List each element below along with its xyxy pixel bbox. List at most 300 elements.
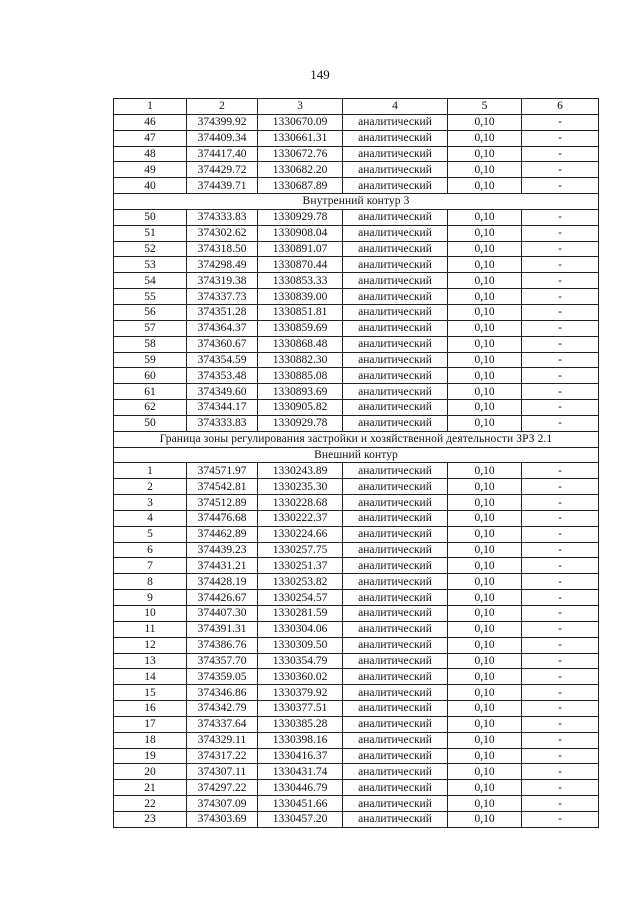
point-number-cell: 22 xyxy=(114,796,187,812)
x-coordinate-cell: 374571.97 xyxy=(187,463,258,479)
table-row xyxy=(114,162,599,178)
accuracy-cell: 0,10 xyxy=(448,225,522,241)
point-number-cell: 16 xyxy=(114,701,187,717)
table-row xyxy=(114,130,599,146)
description-cell: - xyxy=(522,653,599,669)
x-coordinate-cell: 374319.38 xyxy=(187,273,258,289)
accuracy-cell: 0,10 xyxy=(448,669,522,685)
y-coordinate-cell: 1330309.50 xyxy=(258,637,343,653)
x-coordinate-cell: 374429.72 xyxy=(187,162,258,178)
y-coordinate-cell: 1330868.48 xyxy=(258,336,343,352)
point-number-cell: 23 xyxy=(114,811,187,827)
x-coordinate-cell: 374351.28 xyxy=(187,304,258,320)
x-coordinate-cell: 374333.83 xyxy=(187,415,258,431)
y-coordinate-cell: 1330670.09 xyxy=(258,114,343,130)
description-cell: - xyxy=(522,479,599,495)
table-row xyxy=(114,384,599,400)
y-coordinate-cell: 1330446.79 xyxy=(258,780,343,796)
description-cell: - xyxy=(522,304,599,320)
y-coordinate-cell: 1330882.30 xyxy=(258,352,343,368)
description-cell: - xyxy=(522,320,599,336)
accuracy-cell: 0,10 xyxy=(448,542,522,558)
table-row xyxy=(114,637,599,653)
y-coordinate-cell: 1330379.92 xyxy=(258,685,343,701)
accuracy-cell: 0,10 xyxy=(448,352,522,368)
method-cell: аналитический xyxy=(343,780,448,796)
point-number-cell: 50 xyxy=(114,415,187,431)
x-coordinate-cell: 374344.17 xyxy=(187,400,258,416)
accuracy-cell: 0,10 xyxy=(448,716,522,732)
coordinates-table xyxy=(113,98,599,828)
method-cell: аналитический xyxy=(343,748,448,764)
method-cell: аналитический xyxy=(343,162,448,178)
y-coordinate-cell: 1330661.31 xyxy=(258,130,343,146)
description-cell: - xyxy=(522,209,599,225)
point-number-cell: 62 xyxy=(114,400,187,416)
table-row xyxy=(114,304,599,320)
method-cell: аналитический xyxy=(343,225,448,241)
description-cell: - xyxy=(522,621,599,637)
table-row xyxy=(114,701,599,717)
table-row xyxy=(114,495,599,511)
description-cell: - xyxy=(522,495,599,511)
x-coordinate-cell: 374512.89 xyxy=(187,495,258,511)
section-row xyxy=(114,447,599,463)
section-title: Внешний контур xyxy=(114,447,599,463)
table-row xyxy=(114,716,599,732)
method-cell: аналитический xyxy=(343,352,448,368)
accuracy-cell: 0,10 xyxy=(448,257,522,273)
point-number-cell: 47 xyxy=(114,130,187,146)
description-cell: - xyxy=(522,716,599,732)
y-coordinate-cell: 1330905.82 xyxy=(258,400,343,416)
point-number-cell: 48 xyxy=(114,146,187,162)
method-cell: аналитический xyxy=(343,637,448,653)
method-cell: аналитический xyxy=(343,400,448,416)
description-cell: - xyxy=(522,273,599,289)
y-coordinate-cell: 1330929.78 xyxy=(258,209,343,225)
method-cell: аналитический xyxy=(343,479,448,495)
section-title: Внутренний контур 3 xyxy=(114,194,599,210)
point-number-cell: 5 xyxy=(114,526,187,542)
table-header-row xyxy=(114,99,599,115)
point-number-cell: 13 xyxy=(114,653,187,669)
accuracy-cell: 0,10 xyxy=(448,732,522,748)
x-coordinate-cell: 374329.11 xyxy=(187,732,258,748)
table-row xyxy=(114,574,599,590)
description-cell: - xyxy=(522,510,599,526)
accuracy-cell: 0,10 xyxy=(448,590,522,606)
accuracy-cell: 0,10 xyxy=(448,558,522,574)
table-row xyxy=(114,685,599,701)
method-cell: аналитический xyxy=(343,415,448,431)
y-coordinate-cell: 1330457.20 xyxy=(258,811,343,827)
description-cell: - xyxy=(522,685,599,701)
y-coordinate-cell: 1330929.78 xyxy=(258,415,343,431)
method-cell: аналитический xyxy=(343,764,448,780)
method-cell: аналитический xyxy=(343,241,448,257)
y-coordinate-cell: 1330451.66 xyxy=(258,796,343,812)
y-coordinate-cell: 1330254.57 xyxy=(258,590,343,606)
point-number-cell: 40 xyxy=(114,178,187,194)
y-coordinate-cell: 1330687.89 xyxy=(258,178,343,194)
description-cell: - xyxy=(522,748,599,764)
y-coordinate-cell: 1330243.89 xyxy=(258,463,343,479)
table-row xyxy=(114,510,599,526)
x-coordinate-cell: 374542.81 xyxy=(187,479,258,495)
accuracy-cell: 0,10 xyxy=(448,241,522,257)
accuracy-cell: 0,10 xyxy=(448,178,522,194)
table-row xyxy=(114,479,599,495)
table-row xyxy=(114,590,599,606)
x-coordinate-cell: 374333.83 xyxy=(187,209,258,225)
x-coordinate-cell: 374317.22 xyxy=(187,748,258,764)
x-coordinate-cell: 374417.40 xyxy=(187,146,258,162)
x-coordinate-cell: 374439.71 xyxy=(187,178,258,194)
accuracy-cell: 0,10 xyxy=(448,685,522,701)
y-coordinate-cell: 1330853.33 xyxy=(258,273,343,289)
method-cell: аналитический xyxy=(343,558,448,574)
description-cell: - xyxy=(522,146,599,162)
accuracy-cell: 0,10 xyxy=(448,273,522,289)
point-number-cell: 52 xyxy=(114,241,187,257)
method-cell: аналитический xyxy=(343,574,448,590)
y-coordinate-cell: 1330385.28 xyxy=(258,716,343,732)
method-cell: аналитический xyxy=(343,811,448,827)
y-coordinate-cell: 1330851.81 xyxy=(258,304,343,320)
x-coordinate-cell: 374431.21 xyxy=(187,558,258,574)
header-cell: 1 xyxy=(114,99,187,115)
section-row xyxy=(114,431,599,447)
accuracy-cell: 0,10 xyxy=(448,811,522,827)
accuracy-cell: 0,10 xyxy=(448,606,522,622)
x-coordinate-cell: 374297.22 xyxy=(187,780,258,796)
x-coordinate-cell: 374426.67 xyxy=(187,590,258,606)
point-number-cell: 17 xyxy=(114,716,187,732)
table-row xyxy=(114,669,599,685)
table-row xyxy=(114,273,599,289)
description-cell: - xyxy=(522,257,599,273)
header-cell: 5 xyxy=(448,99,522,115)
method-cell: аналитический xyxy=(343,495,448,511)
point-number-cell: 21 xyxy=(114,780,187,796)
x-coordinate-cell: 374439.23 xyxy=(187,542,258,558)
point-number-cell: 8 xyxy=(114,574,187,590)
accuracy-cell: 0,10 xyxy=(448,304,522,320)
description-cell: - xyxy=(522,336,599,352)
table-row xyxy=(114,526,599,542)
section-row xyxy=(114,194,599,210)
point-number-cell: 56 xyxy=(114,304,187,320)
method-cell: аналитический xyxy=(343,130,448,146)
y-coordinate-cell: 1330908.04 xyxy=(258,225,343,241)
accuracy-cell: 0,10 xyxy=(448,510,522,526)
y-coordinate-cell: 1330253.82 xyxy=(258,574,343,590)
description-cell: - xyxy=(522,178,599,194)
coordinates-table-body xyxy=(114,99,599,828)
accuracy-cell: 0,10 xyxy=(448,780,522,796)
point-number-cell: 51 xyxy=(114,225,187,241)
method-cell: аналитический xyxy=(343,510,448,526)
table-row xyxy=(114,114,599,130)
accuracy-cell: 0,10 xyxy=(448,526,522,542)
y-coordinate-cell: 1330377.51 xyxy=(258,701,343,717)
y-coordinate-cell: 1330354.79 xyxy=(258,653,343,669)
y-coordinate-cell: 1330228.68 xyxy=(258,495,343,511)
y-coordinate-cell: 1330839.00 xyxy=(258,289,343,305)
accuracy-cell: 0,10 xyxy=(448,479,522,495)
y-coordinate-cell: 1330257.75 xyxy=(258,542,343,558)
table-row xyxy=(114,352,599,368)
accuracy-cell: 0,10 xyxy=(448,289,522,305)
point-number-cell: 1 xyxy=(114,463,187,479)
method-cell: аналитический xyxy=(343,273,448,289)
method-cell: аналитический xyxy=(343,320,448,336)
method-cell: аналитический xyxy=(343,304,448,320)
method-cell: аналитический xyxy=(343,368,448,384)
description-cell: - xyxy=(522,384,599,400)
point-number-cell: 14 xyxy=(114,669,187,685)
method-cell: аналитический xyxy=(343,146,448,162)
x-coordinate-cell: 374307.09 xyxy=(187,796,258,812)
description-cell: - xyxy=(522,669,599,685)
description-cell: - xyxy=(522,574,599,590)
header-cell: 3 xyxy=(258,99,343,115)
table-row xyxy=(114,257,599,273)
table-row xyxy=(114,320,599,336)
accuracy-cell: 0,10 xyxy=(448,637,522,653)
x-coordinate-cell: 374360.67 xyxy=(187,336,258,352)
description-cell: - xyxy=(522,780,599,796)
y-coordinate-cell: 1330360.02 xyxy=(258,669,343,685)
x-coordinate-cell: 374409.34 xyxy=(187,130,258,146)
y-coordinate-cell: 1330672.76 xyxy=(258,146,343,162)
method-cell: аналитический xyxy=(343,384,448,400)
y-coordinate-cell: 1330885.08 xyxy=(258,368,343,384)
table-row xyxy=(114,732,599,748)
method-cell: аналитический xyxy=(343,606,448,622)
description-cell: - xyxy=(522,764,599,780)
x-coordinate-cell: 374337.64 xyxy=(187,716,258,732)
x-coordinate-cell: 374346.86 xyxy=(187,685,258,701)
point-number-cell: 61 xyxy=(114,384,187,400)
point-number-cell: 57 xyxy=(114,320,187,336)
point-number-cell: 9 xyxy=(114,590,187,606)
method-cell: аналитический xyxy=(343,526,448,542)
table-row xyxy=(114,764,599,780)
y-coordinate-cell: 1330251.37 xyxy=(258,558,343,574)
method-cell: аналитический xyxy=(343,716,448,732)
table-row xyxy=(114,811,599,827)
accuracy-cell: 0,10 xyxy=(448,415,522,431)
description-cell: - xyxy=(522,796,599,812)
description-cell: - xyxy=(522,289,599,305)
method-cell: аналитический xyxy=(343,289,448,305)
accuracy-cell: 0,10 xyxy=(448,574,522,590)
method-cell: аналитический xyxy=(343,257,448,273)
point-number-cell: 6 xyxy=(114,542,187,558)
accuracy-cell: 0,10 xyxy=(448,796,522,812)
description-cell: - xyxy=(522,558,599,574)
point-number-cell: 3 xyxy=(114,495,187,511)
x-coordinate-cell: 374476.68 xyxy=(187,510,258,526)
table-row xyxy=(114,463,599,479)
accuracy-cell: 0,10 xyxy=(448,368,522,384)
x-coordinate-cell: 374303.69 xyxy=(187,811,258,827)
point-number-cell: 7 xyxy=(114,558,187,574)
point-number-cell: 18 xyxy=(114,732,187,748)
description-cell: - xyxy=(522,162,599,178)
method-cell: аналитический xyxy=(343,685,448,701)
accuracy-cell: 0,10 xyxy=(448,130,522,146)
method-cell: аналитический xyxy=(343,114,448,130)
description-cell: - xyxy=(522,114,599,130)
y-coordinate-cell: 1330235.30 xyxy=(258,479,343,495)
table-row xyxy=(114,606,599,622)
description-cell: - xyxy=(522,225,599,241)
point-number-cell: 15 xyxy=(114,685,187,701)
table-row xyxy=(114,796,599,812)
table-row xyxy=(114,336,599,352)
x-coordinate-cell: 374318.50 xyxy=(187,241,258,257)
y-coordinate-cell: 1330416.37 xyxy=(258,748,343,764)
point-number-cell: 2 xyxy=(114,479,187,495)
table-row xyxy=(114,225,599,241)
table-row xyxy=(114,368,599,384)
method-cell: аналитический xyxy=(343,463,448,479)
x-coordinate-cell: 374337.73 xyxy=(187,289,258,305)
y-coordinate-cell: 1330224.66 xyxy=(258,526,343,542)
accuracy-cell: 0,10 xyxy=(448,495,522,511)
description-cell: - xyxy=(522,241,599,257)
x-coordinate-cell: 374342.79 xyxy=(187,701,258,717)
header-cell: 4 xyxy=(343,99,448,115)
x-coordinate-cell: 374349.60 xyxy=(187,384,258,400)
description-cell: - xyxy=(522,400,599,416)
table-row xyxy=(114,415,599,431)
method-cell: аналитический xyxy=(343,590,448,606)
point-number-cell: 11 xyxy=(114,621,187,637)
table-row xyxy=(114,178,599,194)
table-row xyxy=(114,780,599,796)
table-row xyxy=(114,542,599,558)
point-number-cell: 46 xyxy=(114,114,187,130)
table-row xyxy=(114,209,599,225)
x-coordinate-cell: 374298.49 xyxy=(187,257,258,273)
method-cell: аналитический xyxy=(343,621,448,637)
point-number-cell: 19 xyxy=(114,748,187,764)
description-cell: - xyxy=(522,606,599,622)
x-coordinate-cell: 374407.30 xyxy=(187,606,258,622)
x-coordinate-cell: 374307.11 xyxy=(187,764,258,780)
x-coordinate-cell: 374357.70 xyxy=(187,653,258,669)
page-number: 149 xyxy=(310,67,330,82)
description-cell: - xyxy=(522,463,599,479)
point-number-cell: 59 xyxy=(114,352,187,368)
method-cell: аналитический xyxy=(343,178,448,194)
point-number-cell: 58 xyxy=(114,336,187,352)
method-cell: аналитический xyxy=(343,209,448,225)
table-row xyxy=(114,400,599,416)
accuracy-cell: 0,10 xyxy=(448,209,522,225)
y-coordinate-cell: 1330682.20 xyxy=(258,162,343,178)
accuracy-cell: 0,10 xyxy=(448,400,522,416)
method-cell: аналитический xyxy=(343,653,448,669)
description-cell: - xyxy=(522,352,599,368)
y-coordinate-cell: 1330870.44 xyxy=(258,257,343,273)
description-cell: - xyxy=(522,526,599,542)
table-row xyxy=(114,748,599,764)
accuracy-cell: 0,10 xyxy=(448,764,522,780)
x-coordinate-cell: 374359.05 xyxy=(187,669,258,685)
table-row xyxy=(114,558,599,574)
method-cell: аналитический xyxy=(343,732,448,748)
accuracy-cell: 0,10 xyxy=(448,162,522,178)
table-row xyxy=(114,653,599,669)
table-row xyxy=(114,289,599,305)
point-number-cell: 4 xyxy=(114,510,187,526)
table-row xyxy=(114,621,599,637)
x-coordinate-cell: 374354.59 xyxy=(187,352,258,368)
accuracy-cell: 0,10 xyxy=(448,336,522,352)
description-cell: - xyxy=(522,701,599,717)
y-coordinate-cell: 1330281.59 xyxy=(258,606,343,622)
y-coordinate-cell: 1330891.07 xyxy=(258,241,343,257)
description-cell: - xyxy=(522,368,599,384)
method-cell: аналитический xyxy=(343,336,448,352)
section-title: Граница зоны регулирования застройки и хозяйственной деятельности ЗРЗ 2.1 xyxy=(114,431,599,447)
method-cell: аналитический xyxy=(343,796,448,812)
accuracy-cell: 0,10 xyxy=(448,320,522,336)
accuracy-cell: 0,10 xyxy=(448,701,522,717)
point-number-cell: 54 xyxy=(114,273,187,289)
y-coordinate-cell: 1330398.16 xyxy=(258,732,343,748)
point-number-cell: 60 xyxy=(114,368,187,384)
method-cell: аналитический xyxy=(343,701,448,717)
accuracy-cell: 0,10 xyxy=(448,114,522,130)
y-coordinate-cell: 1330859.69 xyxy=(258,320,343,336)
x-coordinate-cell: 374428.19 xyxy=(187,574,258,590)
point-number-cell: 20 xyxy=(114,764,187,780)
header-cell: 2 xyxy=(187,99,258,115)
description-cell: - xyxy=(522,130,599,146)
y-coordinate-cell: 1330431.74 xyxy=(258,764,343,780)
x-coordinate-cell: 374399.92 xyxy=(187,114,258,130)
accuracy-cell: 0,10 xyxy=(448,463,522,479)
accuracy-cell: 0,10 xyxy=(448,146,522,162)
accuracy-cell: 0,10 xyxy=(448,384,522,400)
description-cell: - xyxy=(522,811,599,827)
point-number-cell: 12 xyxy=(114,637,187,653)
x-coordinate-cell: 374462.89 xyxy=(187,526,258,542)
description-cell: - xyxy=(522,542,599,558)
accuracy-cell: 0,10 xyxy=(448,621,522,637)
description-cell: - xyxy=(522,415,599,431)
description-cell: - xyxy=(522,637,599,653)
x-coordinate-cell: 374302.62 xyxy=(187,225,258,241)
description-cell: - xyxy=(522,732,599,748)
point-number-cell: 10 xyxy=(114,606,187,622)
table-row xyxy=(114,146,599,162)
header-cell: 6 xyxy=(522,99,599,115)
x-coordinate-cell: 374391.31 xyxy=(187,621,258,637)
point-number-cell: 50 xyxy=(114,209,187,225)
method-cell: аналитический xyxy=(343,542,448,558)
x-coordinate-cell: 374386.76 xyxy=(187,637,258,653)
x-coordinate-cell: 374364.37 xyxy=(187,320,258,336)
accuracy-cell: 0,10 xyxy=(448,748,522,764)
point-number-cell: 53 xyxy=(114,257,187,273)
